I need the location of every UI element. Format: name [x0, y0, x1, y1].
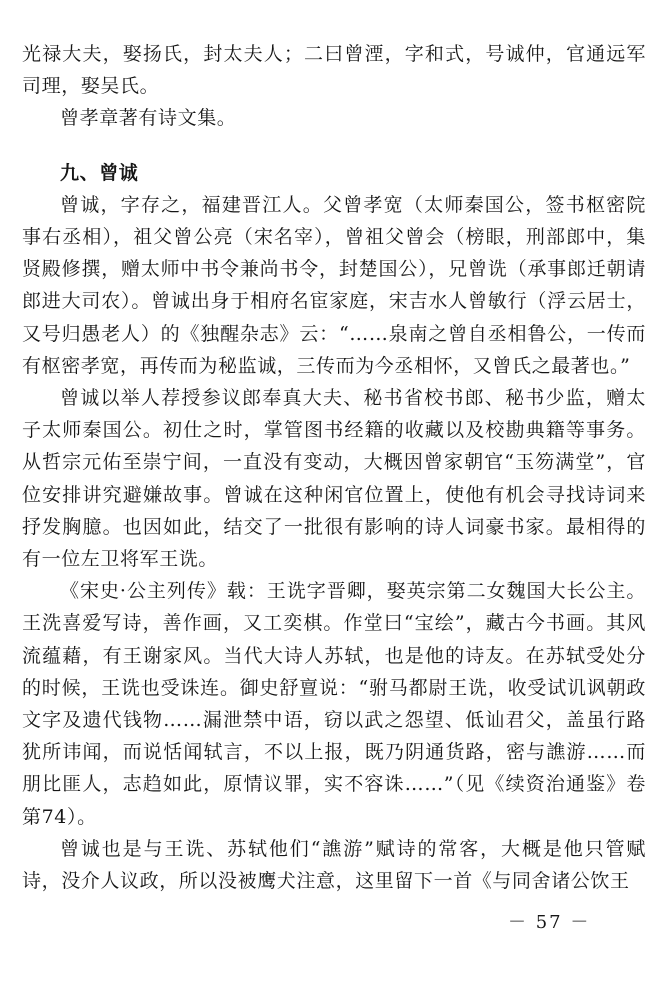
body-text: [22, 38, 646, 897]
section-heading: 九、曾诚: [60, 161, 139, 184]
heading-spacer: [22, 135, 646, 157]
page-number: － 57 －: [508, 912, 591, 933]
paragraph-poetry-gatherings: 曾诚也是与王诜、苏轼他们“譙游”赋诗的常客，大概是他只管赋诗，没介人议政，所以没被鹰犬注意，这里留下一首《与同舍诸公饮王: [22, 837, 646, 893]
paragraph-continued: 光禄大夫，娶扬氏，封太夫人；二曰曾湮，字和式，号诚仲，官通远军司理，娶吴氏。: [22, 43, 646, 98]
paragraph-biography: 曾诚，字存之，福建晋江人。父曾孝宽（太师秦国公，签书枢密院事右丞相），祖父曾公亮（宋名宰），曾祖父曾会（榜眼，刑部郎中，集贤殿修撰，赠太师中书令兼尚书令，封楚国公），兄曾诜（承事郎迁朝请郎进大司农）。曾诚出身于相府名宦家庭，宋吉水人曾敏行（浮云居士，又号归愚老人）的《独醒杂志》云：“……泉南之曾自丞相鲁公，一传而有枢密孝宽，再传而为秘监诚，三传而为今丞相怀，又曾氏之最著也。”: [22, 193, 646, 377]
paragraph-collection-note: 曾孝章著有诗文集。: [60, 107, 237, 130]
paragraph-wang-shen: 《宋史·公主列传》载：王诜字晋卿，娶英宗第二女魏国大长公主。王洗喜爱写诗，善作画，又工奕棋。作堂曰“宝绘”，藏古今书画。其风流蕴藉，有王谢家风。当代大诗人苏轼，也是他的诗友。在苏轼受处分的时候，王诜也受诛连。御史舒亶说：“驸马都尉王诜，收受试讥讽朝政文字及遗代钱物……漏泄禁中语，窃以武之怨望、低讪君父，盖虽行路犹所讳闻，而说恬闻轼言，不以上报，既乃阴通货路，密与譙游……而朋比匪人，志趋如此，原情议罪，实不容诛……”（见《续资治通鉴》卷第74）。: [22, 580, 646, 828]
paragraph-career: 曾诚以举人荐授参议郎奉真大夫、秘书省校书郎、秘书少监，赠太子太师秦国公。初仕之时，掌管图书经籍的收藏以及校勘典籍等事务。从哲宗元佑至崇宁间，一直没有变动，大概因曾家朝官“玉笏满堂”，官位安排讲究避嫌故事。曾诚在这种闲官位置上，使他有机会寻找诗词来抒发胸臆。也因如此，结交了一批很有影响的诗人词豪书家。最相得的有一位左卫将军王诜。: [22, 387, 646, 571]
